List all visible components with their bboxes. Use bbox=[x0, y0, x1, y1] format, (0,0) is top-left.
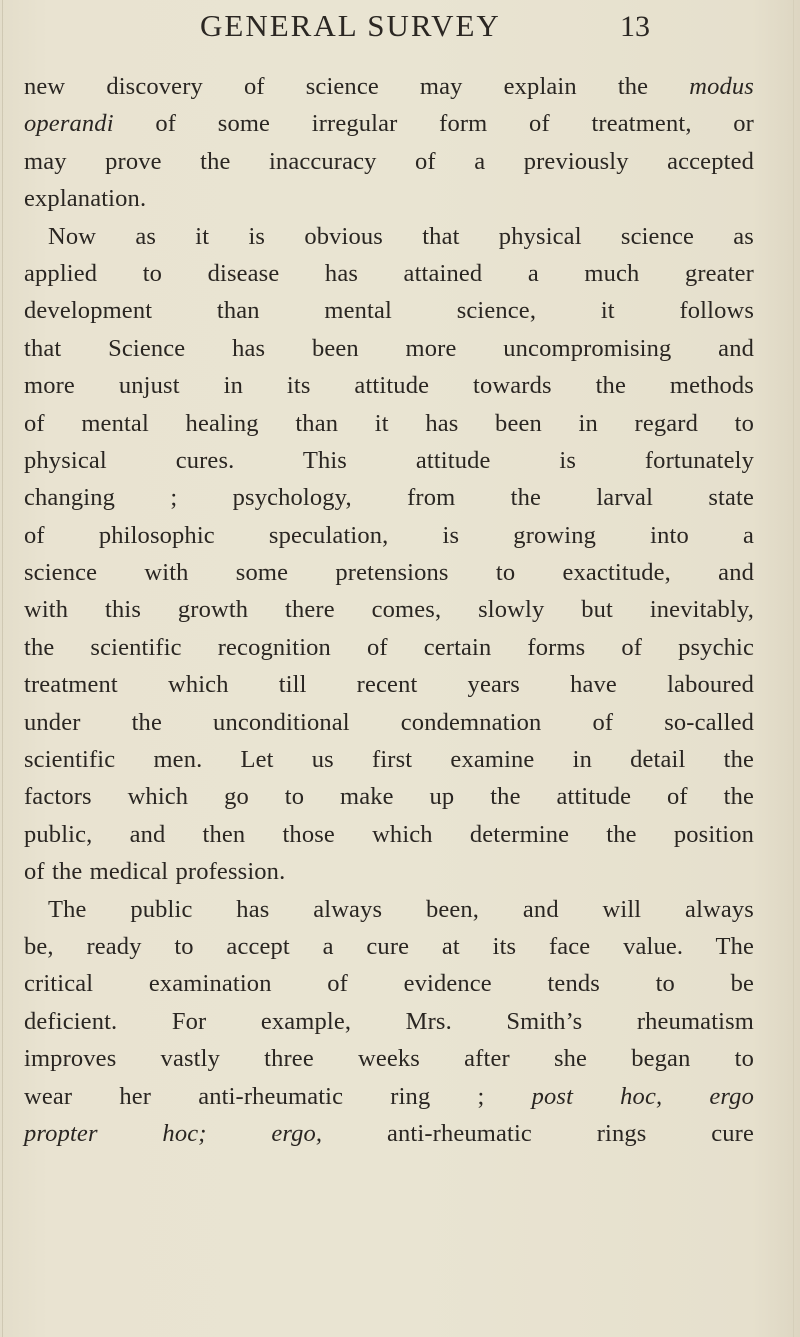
text-segment: of the medical profession. bbox=[24, 858, 286, 886]
text-line bbox=[24, 853, 754, 890]
text-segment: critical examination of evidence tends to be bbox=[24, 970, 754, 998]
text-line bbox=[24, 928, 754, 965]
page-gutter-edge bbox=[2, 0, 3, 1337]
text-line bbox=[24, 1003, 754, 1040]
text-segment: Now as it is obvious that physical science as bbox=[48, 222, 754, 250]
text-line bbox=[24, 554, 754, 591]
text-segment: under the unconditional condemnation of so-called bbox=[24, 708, 754, 736]
text-segment: more unjust in its attitude towards the methods bbox=[24, 372, 754, 400]
text-segment: the scientific recognition of certain forms of psychic bbox=[24, 633, 754, 661]
text-line bbox=[24, 442, 754, 479]
italic-text-segment: operandi bbox=[24, 110, 114, 138]
text-segment: improves vastly three weeks after she began to bbox=[24, 1045, 754, 1073]
text-line bbox=[24, 180, 754, 217]
page-right-edge bbox=[793, 0, 794, 1337]
text-line bbox=[24, 479, 754, 516]
text-line bbox=[24, 1078, 754, 1115]
text-segment: public, and then those which determine the position bbox=[24, 820, 754, 848]
text-segment: of philosophic speculation, is growing into a bbox=[24, 521, 754, 549]
text-segment: treatment which till recent years have laboured bbox=[24, 671, 754, 699]
text-segment: of mental healing than it has been in regard to bbox=[24, 409, 754, 437]
text-segment: anti-rheumatic rings cure bbox=[322, 1119, 755, 1147]
text-line bbox=[24, 68, 754, 105]
text-line bbox=[24, 816, 754, 853]
body-text bbox=[24, 68, 754, 1152]
text-line bbox=[24, 891, 754, 928]
text-line bbox=[24, 666, 754, 703]
italic-text-segment: modus bbox=[689, 73, 754, 100]
text-line bbox=[24, 255, 754, 292]
text-segment: may prove the inaccuracy of a previously accepted bbox=[24, 147, 754, 175]
running-title: GENERAL SURVEY bbox=[200, 8, 501, 43]
text-line bbox=[24, 704, 754, 741]
text-segment: of some irregular form of treatment, or bbox=[113, 110, 754, 138]
text-line bbox=[24, 330, 754, 367]
text-segment: applied to disease has attained a much greater bbox=[24, 259, 754, 287]
text-line bbox=[24, 778, 754, 815]
text-segment: changing ; psychology, from the larval state bbox=[24, 484, 754, 512]
text-segment: development than mental science, it follows bbox=[24, 297, 754, 325]
text-segment: scientific men. Let us first examine in detail the bbox=[24, 746, 754, 774]
text-line bbox=[24, 405, 754, 442]
italic-text-segment: post hoc, ergo bbox=[531, 1082, 754, 1110]
text-segment: The public has always been, and will always bbox=[48, 895, 754, 923]
text-line bbox=[24, 367, 754, 404]
text-segment: be, ready to accept a cure at its face value. The bbox=[24, 932, 754, 960]
text-segment: physical cures. This attitude is fortunately bbox=[24, 446, 754, 474]
text-segment: that Science has been more uncompromising and bbox=[24, 334, 754, 362]
text-line bbox=[24, 218, 754, 255]
text-line bbox=[24, 1115, 754, 1152]
text-segment: science with some pretensions to exactitude, and bbox=[24, 559, 754, 587]
italic-text-segment: propter hoc; ergo, bbox=[24, 1119, 323, 1147]
text-line bbox=[24, 292, 754, 329]
text-line bbox=[24, 1040, 754, 1077]
page-header bbox=[0, 8, 800, 48]
text-line bbox=[24, 517, 754, 554]
text-segment: factors which go to make up the attitude of the bbox=[24, 783, 754, 811]
text-line bbox=[24, 143, 754, 180]
text-segment: explanation. bbox=[24, 185, 147, 213]
text-line bbox=[24, 591, 754, 628]
text-segment: with this growth there comes, slowly but inevitably, bbox=[24, 596, 754, 624]
text-segment: new discovery of science may explain the bbox=[24, 73, 690, 100]
text-segment: wear her anti-rheumatic ring ; bbox=[24, 1082, 532, 1110]
text-line bbox=[24, 965, 754, 1002]
page-number: 13 bbox=[620, 10, 650, 43]
text-line bbox=[24, 105, 754, 142]
text-line bbox=[24, 629, 754, 666]
text-line bbox=[24, 741, 754, 778]
text-segment: deficient. For example, Mrs. Smith’s rheumatism bbox=[24, 1007, 754, 1035]
